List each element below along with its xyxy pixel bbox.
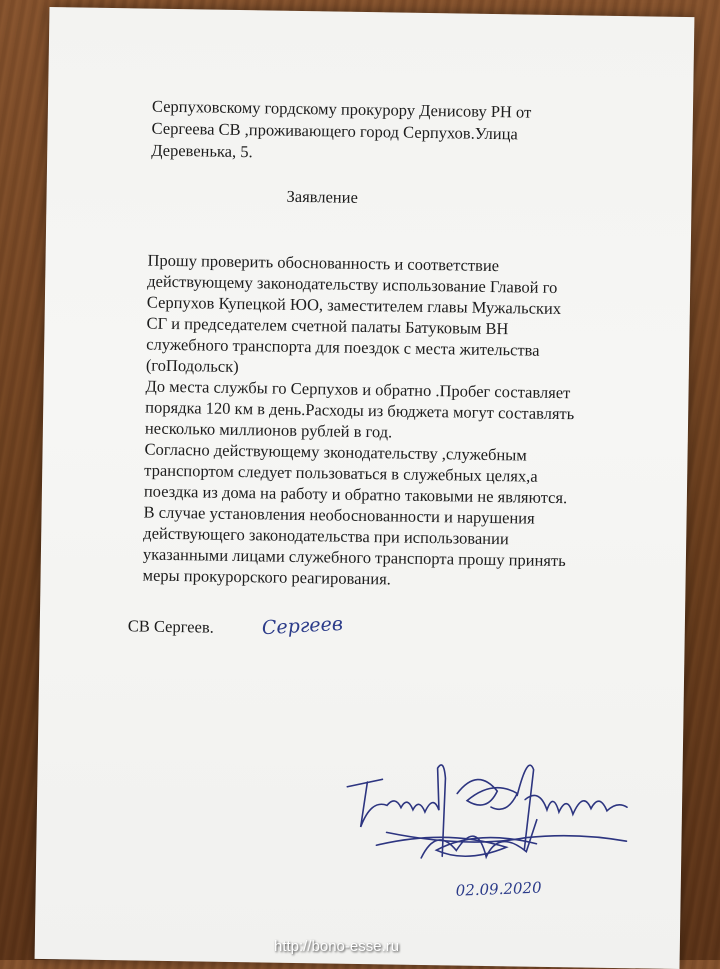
paper-sheet bbox=[35, 7, 695, 969]
body-line-14: действующего законодательства при использовании bbox=[143, 523, 509, 549]
body-line-13: В случае установления необоснованности и нарушения bbox=[143, 502, 535, 528]
body-line-5: служебного транспорта для поездок с места жительства bbox=[146, 334, 540, 360]
handwritten-date: 02.09.2020 bbox=[455, 878, 542, 900]
body-line-8: порядка 120 км в день.Расходы из бюджета могут составлять bbox=[145, 397, 575, 424]
body-line-2: действующему законодательству использование Главой го bbox=[147, 271, 558, 298]
body-line-4: СГ и председателем счетной палаты Батуковым ВН bbox=[146, 313, 509, 339]
scribble-signature-icon bbox=[326, 736, 648, 876]
body-line-10: Согласно действующему зконодательству ,служебным bbox=[144, 439, 527, 465]
body-line-7: До места службы го Серпухов и обратно .Пробег составляет bbox=[145, 376, 571, 403]
body-line-16: меры прокурорского реагирования. bbox=[142, 565, 392, 589]
body-line-11: транспортом следует пользоваться в служебных целях,а bbox=[144, 460, 538, 486]
handwritten-signature: Сергеев bbox=[261, 612, 344, 640]
header-line-3: Деревенька, 5. bbox=[151, 140, 253, 162]
body-line-9: несколько миллионов рублей в год. bbox=[144, 418, 393, 442]
body-line-15: указанными лицами служебного транспорта прошу принять bbox=[142, 544, 566, 571]
typed-signature-name: СВ Сергеев. bbox=[127, 616, 214, 637]
header-line-2: Сергеева СВ ,проживающего город Серпухов.Улица bbox=[151, 118, 518, 144]
body-line-1: Прошу проверить обоснованность и соответствие bbox=[147, 250, 500, 276]
header-line-1: Серпуховскому гордскому прокурору Денисову РН от bbox=[151, 96, 532, 122]
body-line-12: поездка из дома на работу и обратно таковыми не являются. bbox=[143, 481, 568, 508]
body-line-6: (гоПодольск) bbox=[145, 355, 239, 377]
document-title: Заявление bbox=[286, 186, 359, 207]
watermark-url: http://bono-esse.ru bbox=[274, 938, 400, 955]
body-line-3: Серпухов Купецкой ЮО, заместителем главы Мужальских bbox=[146, 292, 562, 319]
